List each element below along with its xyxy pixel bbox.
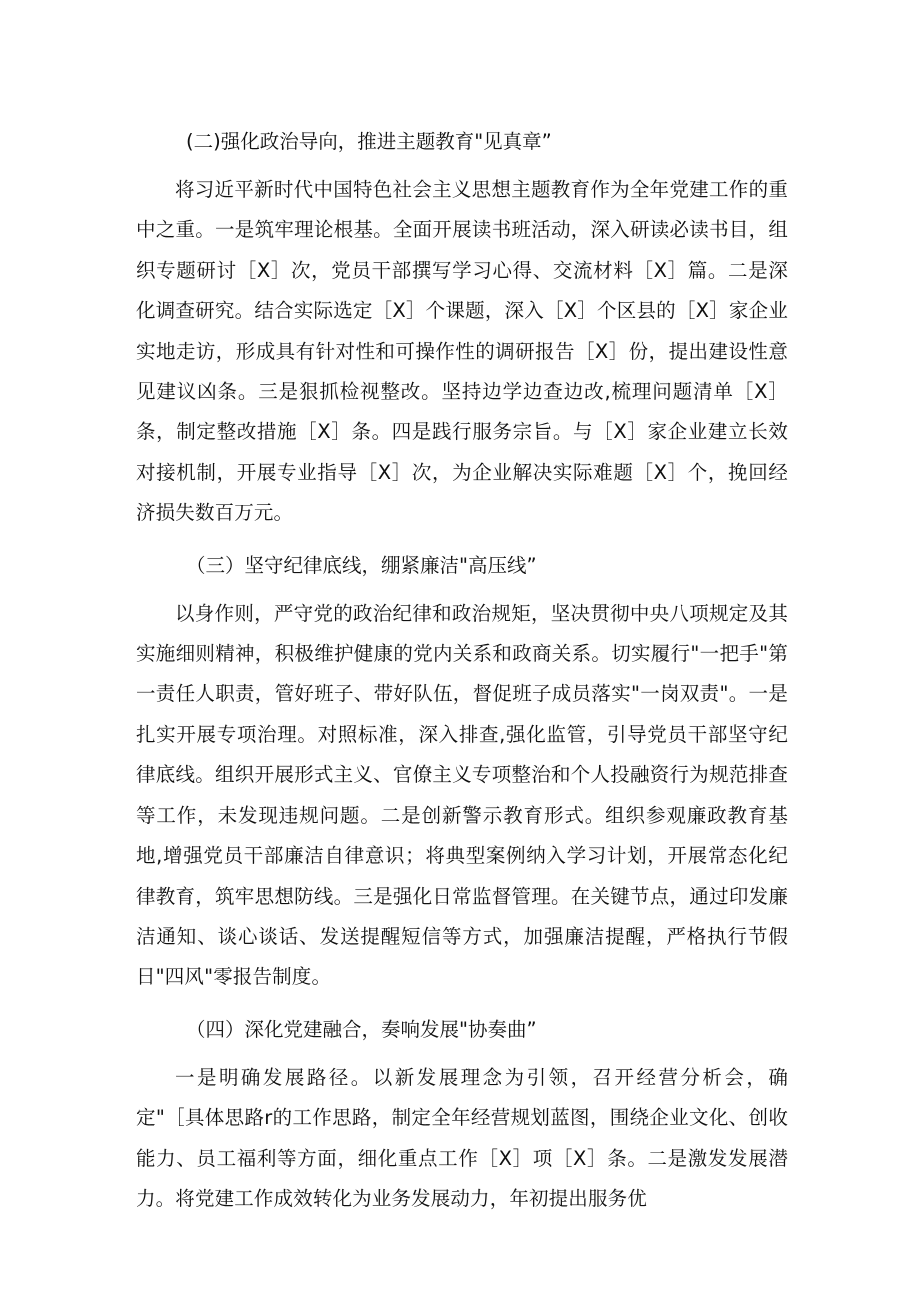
section-paragraph-2: 将习近平新时代中国特色社会主义思想主题教育作为全年党建工作的重中之重。一是筑牢理论根基。全面开展读书班活动，深入研读必读书目，组织专题研讨［X］次，党员干部撰写学习心得、交流材料［X］篇。二是深化调查研究。结合实际选定［X］个课题，深入［X］个区县的［X］家企业实地走访，形成具有针对性和可操作性的调研报告［X］份，提出建设性意见建议凶条。三是狠抓检视整改。坚持边学边查边改,梳理问题清单［X］条，制定整改措施［X］条。四是践行服务宗旨。与［X］家企业建立长效对接机制，开展专业指导［X］次，为企业解决实际难题［X］个，挽回经济损失数百万元。: [136, 178, 788, 525]
section-heading-3: （三）坚守纪律底线，绷紧廉洁"高压线”: [186, 553, 537, 577]
section-heading-4: （四）深化党建融合，奏响发展"协奏曲”: [186, 1017, 537, 1041]
section-heading-2: (二)强化政治导向，推进主题教育"见真章”: [186, 130, 552, 153]
document-body: [136, 120, 788, 1219]
section-paragraph-4: 一是明确发展路径。以新发展理念为引领，召开经营分析会，确定"［具体思路r的工作思路，制定全年经营规划蓝图，围绕企业文化、创收能力、员工福利等方面，细化重点工作［X］项［X］条。二是激发发展潜力。将党建工作成效转化为业务发展动力，年初提出服务优: [136, 1065, 788, 1210]
section-paragraph-3: 以身作则，严守党的政治纪律和政治规矩，坚决贯彻中央八项规定及其实施细则精神，积极维护健康的党内关系和政商关系。切实履行"一把手"第一责任人职责，管好班子、带好队伍，督促班子成员落实"一岗双责"。一是扎实开展专项治理。对照标准，深入排查,强化监管，引导党员干部坚守纪律底线。组织开展形式主义、官僚主义专项整治和个人投融资行为规范排查等工作，未发现违规问题。二是创新警示教育形式。组织参观廉政教育基地,增强党员干部廉洁自律意识；将典型案例纳入学习计划，开展常态化纪律教育，筑牢思想防线。三是强化日常监督管理。在关键节点，通过印发廉洁通知、谈心谈话、发送提醒短信等方式，加强廉洁提醒，严格执行节假日"四风"零报告制度。: [136, 601, 788, 989]
